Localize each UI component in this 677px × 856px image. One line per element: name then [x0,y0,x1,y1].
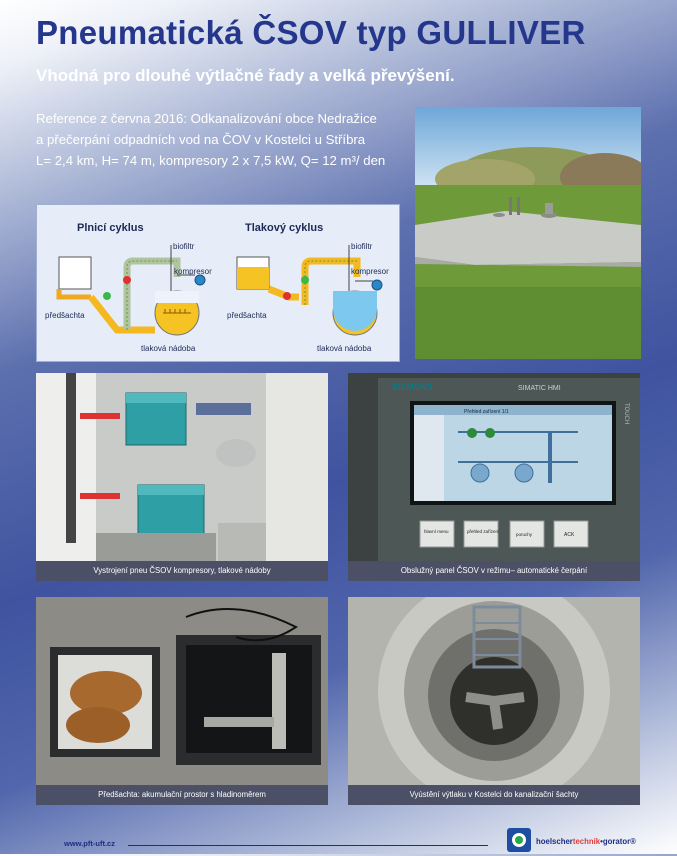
brand-part-2: technik [572,837,601,846]
brand-part-1: hoelscher [536,837,573,846]
reference-line-3: L= 2,4 km, H= 74 m, kompresory 2 x 7,5 kW, Q= 12 m³/ den [36,153,386,168]
inflow-pipe-left [91,297,155,330]
hmi-button-main-menu-shape [420,521,454,547]
site-photo-svg [415,107,641,359]
hmi-screen-title: Přehled zařízení 1/1 [464,409,509,415]
filling-cycle-title: Plnicí cyklus [77,222,144,234]
photo-hmi-panel [348,373,640,581]
brand-logo-icon [507,828,531,852]
manhole-photo-svg [348,597,640,785]
hmi-model: SIMATIC HMI [518,385,561,392]
photo-compressors [36,373,328,581]
compressors-photo-svg [36,373,328,561]
nadoba-label-right: tlaková nádoba [317,344,372,353]
filling-cycle [45,222,212,353]
hmi-button-faults: poruchy [516,532,533,537]
kompresor-label-right: kompresor [351,267,389,276]
preshaft-photo-svg [36,597,328,785]
hmi-brand: SIEMENS [392,382,433,392]
hmi-photo-svg [348,373,640,561]
reference-text [36,108,406,171]
photo-preshaft [36,597,328,805]
caption-compressors: Vystrojení pneu ČSOV kompresory, tlakové nádoby [36,561,328,581]
brand-logo-svg [507,828,531,852]
valve-green-left [103,292,111,300]
footer-brand [536,837,636,846]
predsachta-label-right: předšachta [227,311,267,320]
valve-red-right [283,292,291,300]
caption-preshaft: Předšachta: akumulační prostor s hladinoměrem [36,785,328,805]
vessel-air-left [155,291,199,303]
pretank-fill-left [59,289,91,297]
page-subtitle: Vhodná pro dlouhé výtlačné řady a velká převýšení. [36,66,455,85]
footer-divider [128,845,488,846]
nadoba-label-left: tlaková nádoba [141,344,196,353]
site-photo [415,107,641,359]
pressure-cycle-title: Tlakový cyklus [245,222,324,234]
valve-green-right [301,276,309,284]
caption-outlet-manhole: Vyústění výtlaku v Kostelci do kanalizační šachty [348,785,640,805]
hmi-button-ack: ACK [564,532,575,538]
caption-hmi-panel: Obslužný panel ČSOV v režimu– automatické čerpání [348,561,640,581]
hmi-touch: TOUCH [623,403,629,425]
page-title: Pneumatická ČSOV typ GULLIVER [36,14,586,51]
compressor-icon-left [195,275,205,285]
footer-url[interactable]: www.pft-uft.cz [64,839,115,848]
biofiltr-label-left: biofiltr [173,242,195,251]
predsachta-label-left: předšachta [45,311,85,320]
reference-line-1: Reference z června 2016: Odkanalizování obce Nedražice [36,111,377,126]
footer [0,824,677,854]
valve-red-left [123,276,131,284]
compressor-icon-right [372,280,382,290]
pressure-cycle [227,222,389,353]
hmi-button-overview: přehled zařízení [467,529,500,534]
reference-line-2: a přečerpání odpadních vod na ČOV v Kostelci u Stříbra [36,132,366,147]
kompresor-label-left: kompresor [174,267,212,276]
pretank-fill-right [237,267,269,289]
photo-outlet-manhole [348,597,640,805]
brand-part-3: •gorator® [600,837,636,846]
cycle-diagram-svg [37,205,399,361]
biofiltr-label-right: biofiltr [351,242,373,251]
cycle-diagram [36,204,400,362]
pretank-left [59,257,91,289]
hmi-button-overview-shape [464,521,498,547]
hmi-button-main-menu: hlavní menu [424,529,449,534]
